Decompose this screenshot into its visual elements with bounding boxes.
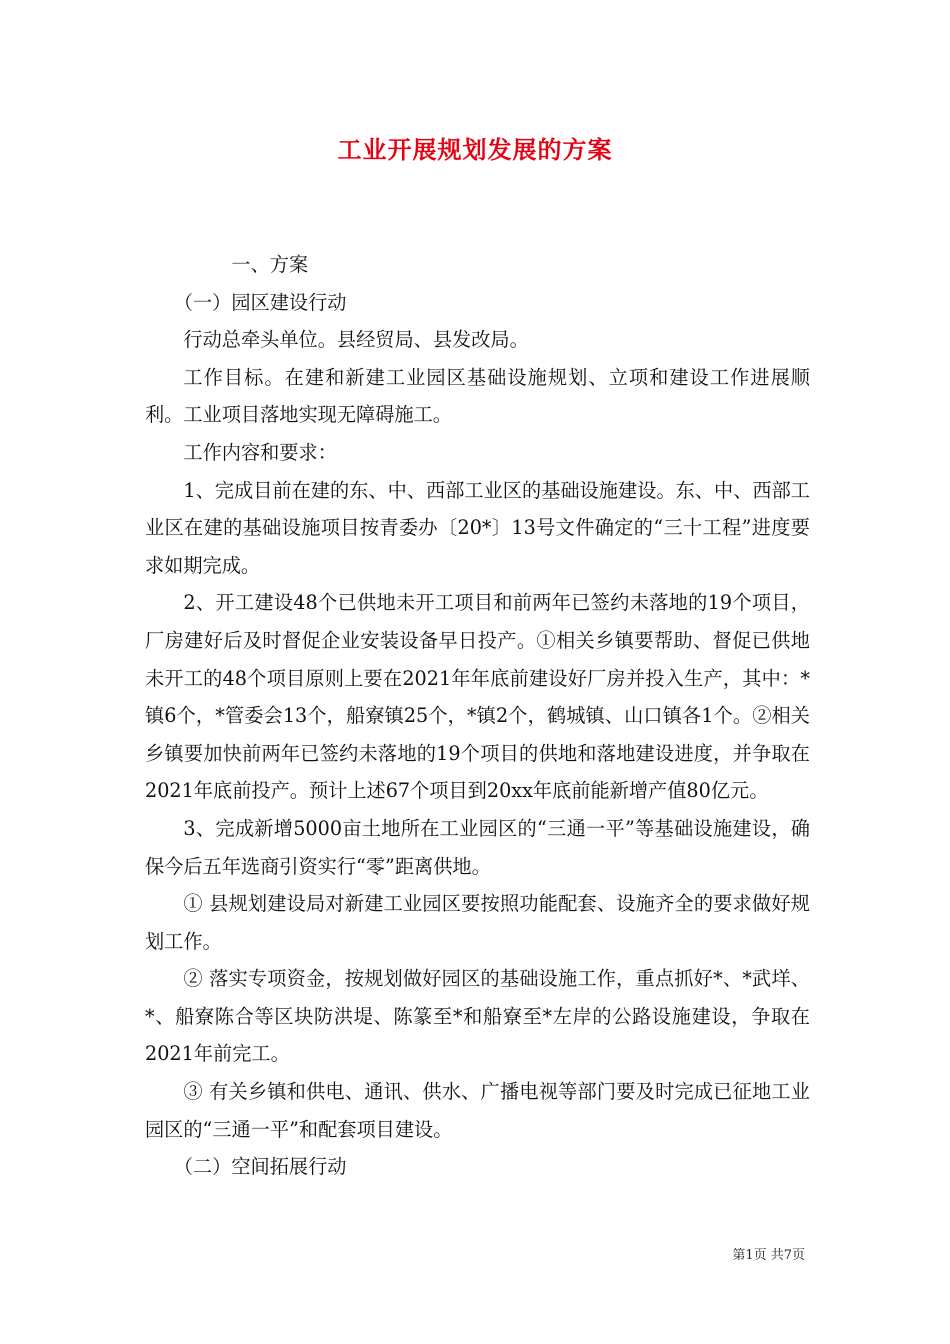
document-title: 工业开展规划发展的方案 bbox=[337, 135, 613, 164]
paragraph: 工作目标。在建和新建工业园区基础设施规划、立项和建设工作进展顺利。工业项目落地实现无障碍施工。 bbox=[145, 365, 810, 427]
paragraph: 工作内容和要求： bbox=[183, 440, 337, 464]
paragraph: 2、开工建设48个已供地未开工项目和前两年已签约未落地的19个项目，厂房建好后及时督促企业安装设备早日投产。①相关乡镇要帮助、督促已供地未开工的48个项目原则上要在2021年年底前建设好厂房并投入生产，其中：*镇6个，*管委会13个，船寮镇25个，*镇2个，鹤城镇、山口镇各1个。②相关乡镇要加快前两年已签约未落地的19个项目的供地和落地建设进度，并争取在2021年底前投产。预计上述67个项目到20xx年底前能新增产值80亿元。 bbox=[145, 591, 810, 803]
section-heading: 一、方案 bbox=[231, 253, 309, 276]
paragraph: ① 县规划建设局对新建工业园区要按照功能配套、设施齐全的要求做好规划工作。 bbox=[145, 892, 810, 953]
paragraph: 1、完成目前在建的东、中、西部工业区的基础设施建设。东、中、西部工业区在建的基础设施项目按青委办〔20*〕13号文件确定的“三十工程”进度要求如期完成。 bbox=[145, 478, 810, 577]
paragraph: ③ 有关乡镇和供电、通讯、供水、广播电视等部门要及时完成已征地工业园区的“三通一平”和配套项目建设。 bbox=[145, 1080, 810, 1141]
paragraph: 3、完成新增5000亩土地所在工业园区的“三通一平”等基础设施建设，确保今后五年选商引资实行“零”距离供地。 bbox=[145, 816, 810, 878]
paragraph: 行动总牵头单位。县经贸局、县发改局。 bbox=[183, 328, 529, 352]
document-body bbox=[145, 246, 810, 1186]
subsection-heading: （二）空间拓展行动 bbox=[173, 1155, 347, 1179]
paragraph: ② 落实专项资金，按规划做好园区的基础设施工作，重点抓好*、*武垟、*、船寮陈合等区块防洪堤、陈篆至*和船寮至*左岸的公路设施建设，争取在2021年前完工。 bbox=[145, 967, 810, 1066]
subsection-heading: （一）园区建设行动 bbox=[173, 290, 347, 314]
page-number: 第1页 共7页 bbox=[732, 1248, 805, 1263]
